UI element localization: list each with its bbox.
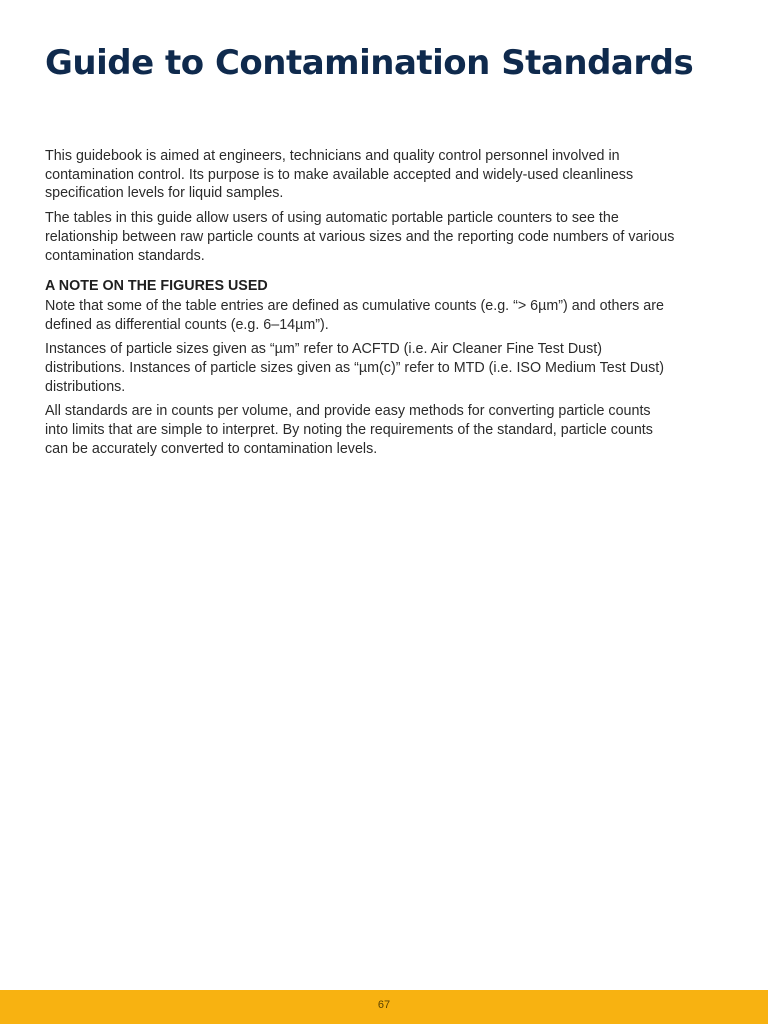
note-paragraph: Note that some of the table entries are defined as cumulative counts (e.g. “> 6µm”) and others are defined as differential counts (e.g. 6–14µm”). [45, 297, 664, 333]
intro-paragraph: The tables in this guide allow users of using automatic portable particle counters to see the relationship between raw particle counts at various sizes and the reporting code numbers of various contamination standards. [45, 210, 675, 264]
intro-paragraph: This guidebook is aimed at engineers, technicians and quality control personnel involved in contamination control. Its purpose is to make available accepted and widely-used cleanliness specification levels for liquid samples. [45, 148, 634, 202]
document-body [45, 147, 675, 465]
note-paragraph: Instances of particle sizes given as “µm” refer to ACFTD (i.e. Air Cleaner Fine Test Dust) distributions. Instances of particle sizes given as “µm(c)” refer to MTD (i.e. ISO Medium Test Dust) distributions. [45, 341, 664, 395]
note-paragraph: All standards are in counts per volume, and provide easy methods for converting particle counts into limits that are simple to interpret. By noting the requirements of the standard, particle counts can be accurately converted to contamination levels. [45, 403, 653, 457]
page-number: 67 [377, 999, 391, 1011]
page-title: Guide to Contamination Standards [45, 43, 694, 83]
section-heading: A NOTE ON THE FIGURES USED [45, 278, 268, 295]
